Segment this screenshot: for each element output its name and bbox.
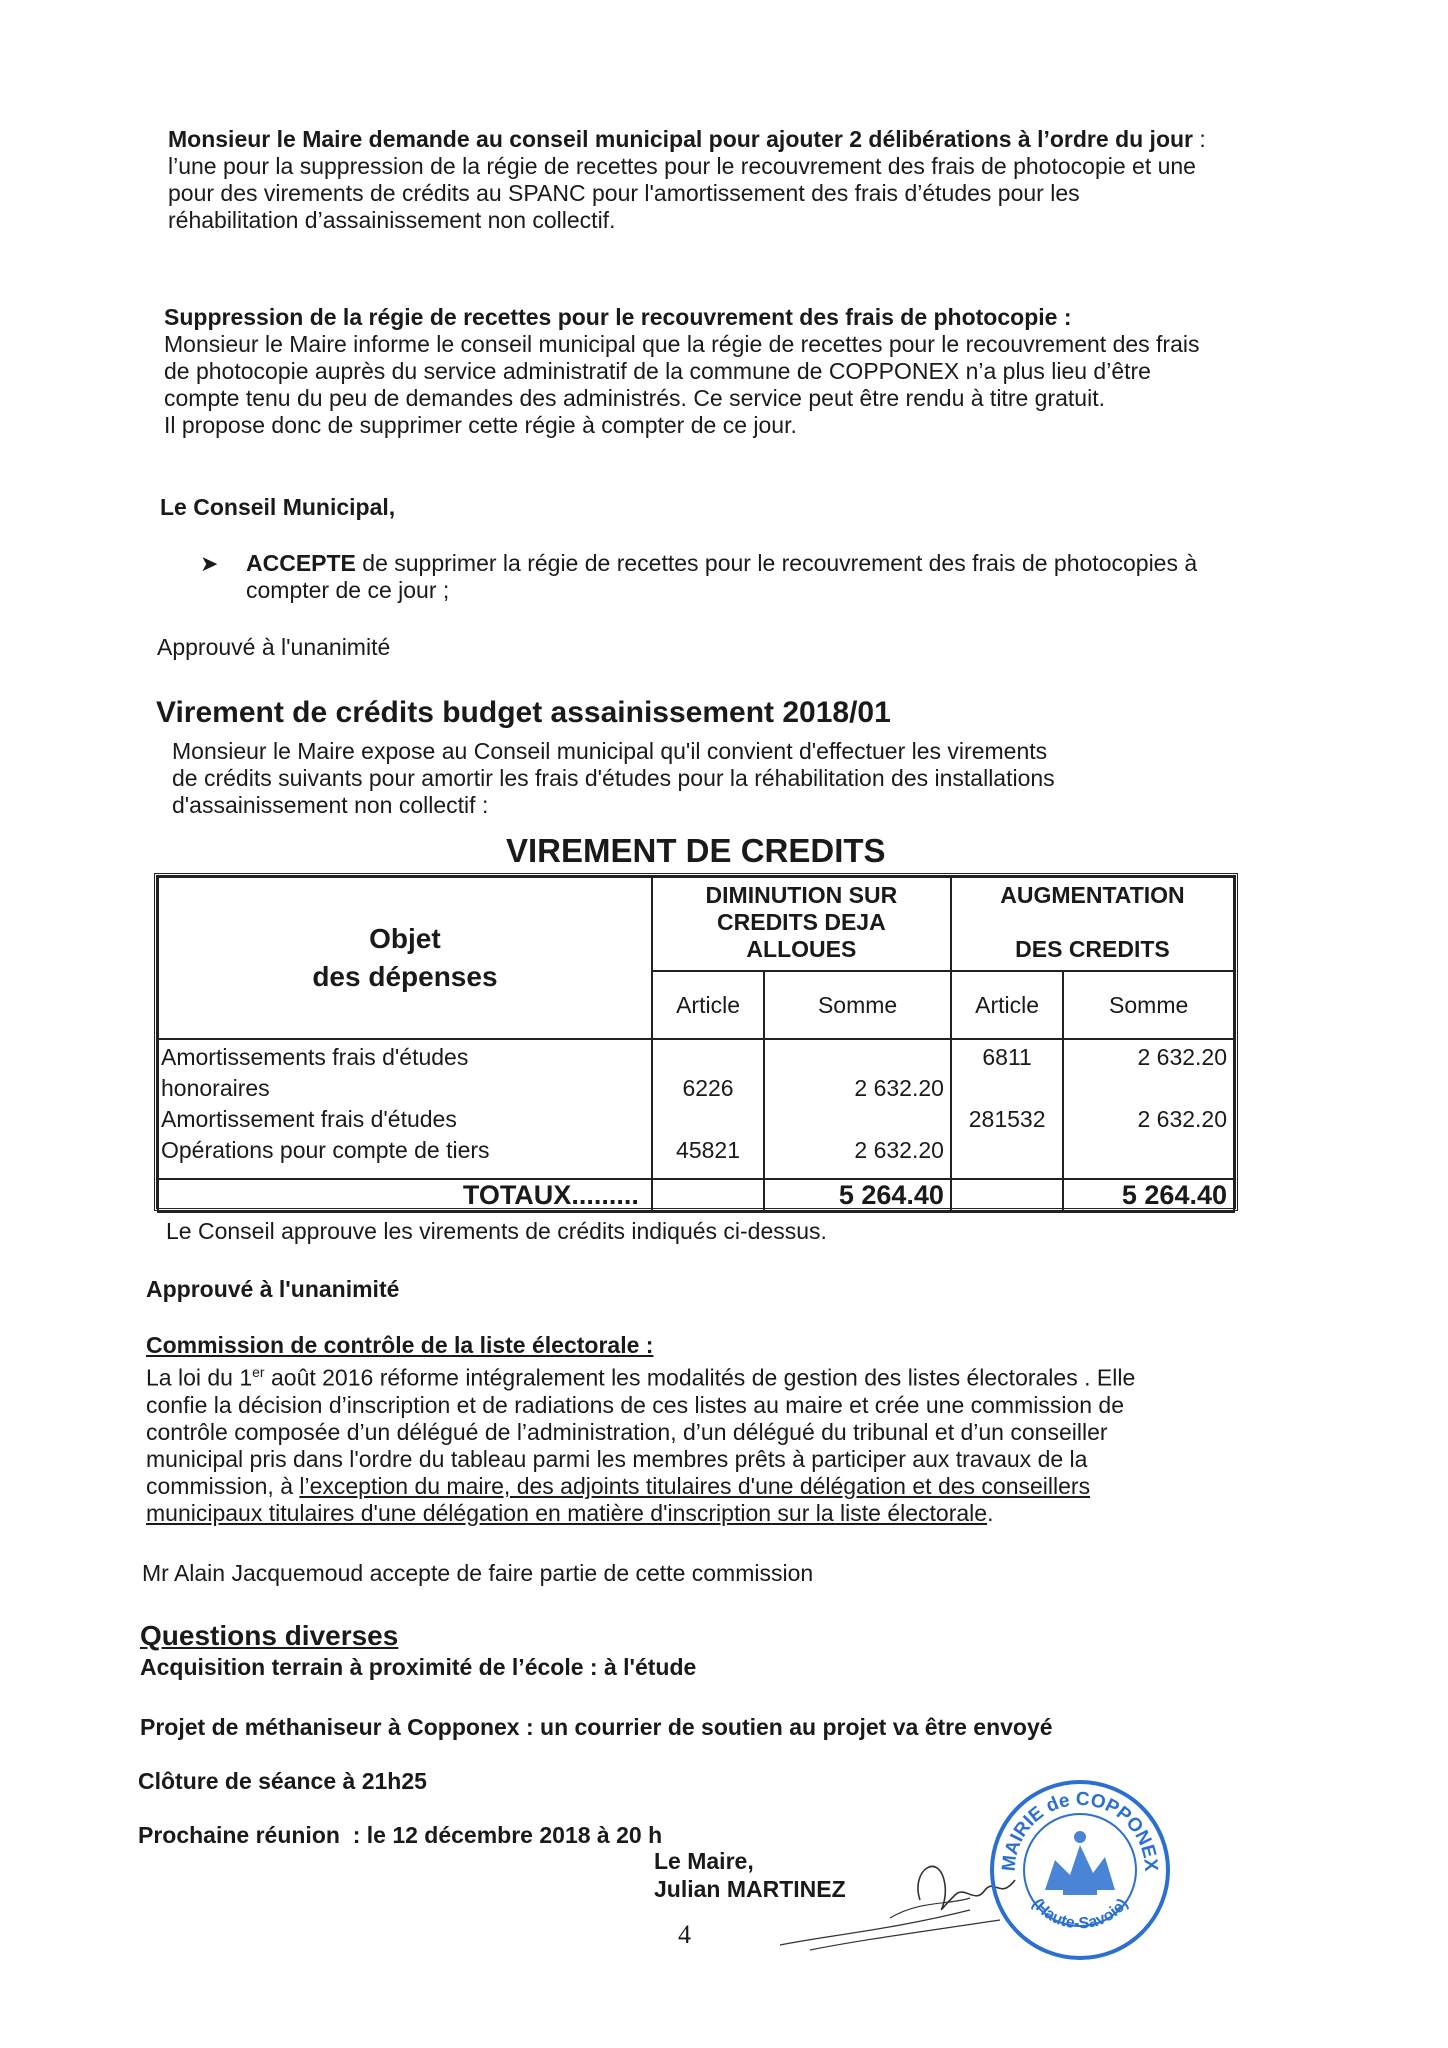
commission-line-5: [146, 1473, 1286, 1500]
suppression-line-1: Monsieur le Maire informe le conseil municipal que la régie de recettes pour le recouvrement des frais: [164, 331, 1200, 357]
approved-1: Approuvé à l'unanimité: [157, 634, 391, 660]
decision-item: [200, 550, 1280, 604]
page-number: 4: [678, 1920, 691, 1949]
diminution-line-2: CREDITS DEJA: [717, 909, 886, 935]
suppression-line-4: Il propose donc de supprimer cette régie à compter de ce jour.: [164, 412, 797, 438]
total-augmentation: 5 264.40: [1063, 1179, 1234, 1212]
aug-article-1: 6811: [982, 1044, 1032, 1070]
cloture-text: Clôture de séance à 21h25: [138, 1768, 427, 1794]
row-label-4: Opérations pour compte de tiers: [161, 1137, 490, 1163]
council-heading: Le Conseil Municipal,: [160, 494, 396, 520]
augmentation-line-2: DES CREDITS: [1015, 936, 1170, 962]
virement-line-3: d'assainissement non collectif :: [172, 792, 489, 818]
intro-colon: :: [1193, 126, 1206, 152]
decision-list: [200, 550, 1280, 604]
commission-line-1a: La loi du 1: [146, 1364, 253, 1391]
augmentation-line-1: AUGMENTATION: [1000, 882, 1185, 908]
suppression-line-2: de photocopie auprès du service administratif de la commune de COPPONEX n’a plus lieu d’être: [164, 358, 1151, 384]
intro-block: [168, 126, 1288, 234]
commission-line-1: [146, 1359, 1286, 1392]
dim-somme-2: 2 632.20: [854, 1137, 944, 1163]
suppression-block: [164, 304, 1284, 439]
aug-article-cell: [951, 1039, 1063, 1179]
totals-empty-1: [652, 1179, 764, 1212]
commission-line-1-sup: er: [252, 1364, 265, 1380]
aug-somme-header: Somme: [1063, 971, 1234, 1039]
suppression-line-3: compte tenu du peu de demandes des administrés. Ce service peut être rendu à titre gratuit.: [164, 385, 1105, 411]
council-block: [160, 494, 1280, 521]
row-label-2: honoraires: [161, 1075, 270, 1101]
totals-label: TOTAUX.........: [158, 1179, 652, 1212]
accept-word: ACCEPTE: [246, 550, 356, 576]
aug-somme-cell: [1063, 1039, 1234, 1179]
aug-article-2: 281532: [968, 1106, 1046, 1132]
dim-somme-1: 2 632.20: [854, 1075, 944, 1101]
commission-line-6-end: .: [987, 1499, 994, 1526]
intro-line-2: l’une pour la suppression de la régie de recettes pour le recouvrement des frais de photocopie et une: [168, 153, 1196, 179]
stamp-text-top: MAIRIE de COPPONEX: [998, 1788, 1162, 1873]
diminution-line-1: DIMINUTION SUR: [705, 882, 898, 908]
augmentation-header: [951, 877, 1234, 971]
commission-member: Mr Alain Jacquemoud accepte de faire partie de cette commission: [142, 1560, 814, 1586]
totals-row: [158, 1179, 1234, 1212]
intro-line-4: réhabilitation d’assainissement non collectif.: [168, 207, 616, 233]
table-approval-text: Le Conseil approuve les virements de crédits indiqués ci-dessus.: [166, 1218, 827, 1244]
commission-block: [146, 1332, 1286, 1527]
commission-line-3: contrôle composée d’un délégué de l’administration, d’un délégué du tribunal et d’un conseiller: [146, 1418, 1108, 1445]
commission-line-4: municipal pris dans l'ordre du tableau parmi les membres prêts à participer aux travaux de la: [146, 1445, 1088, 1472]
dim-article-1: 6226: [682, 1075, 734, 1101]
totals-empty-2: [951, 1179, 1063, 1212]
dim-article-header: Article: [652, 971, 764, 1039]
intro-lead: Monsieur le Maire demande au conseil municipal pour ajouter 2 délibérations à l’ordre du jour: [168, 126, 1193, 152]
commission-line-2: confie la décision d’inscription et de radiations de ces listes au maire et crée une commission de: [146, 1391, 1125, 1418]
virement-intro: [172, 738, 1272, 819]
prochaine-reunion: Prochaine réunion : le 12 décembre 2018 à 20 h: [138, 1822, 663, 1848]
question-item-1: Acquisition terrain à proximité de l’école : à l'étude: [140, 1654, 697, 1680]
town-hall-stamp: [985, 1775, 1175, 1965]
table-title: VIREMENT DE CREDITS: [506, 832, 886, 869]
row-label-1: Amortissements frais d'études: [161, 1044, 469, 1070]
virement-line-2: de crédits suivants pour amortir les frais d'études pour la réhabilitation des installations: [172, 765, 1055, 791]
virement-heading: Virement de crédits budget assainissement 2018/01: [156, 696, 891, 729]
svg-text:(Haute-Savoie): [1029, 1896, 1132, 1933]
aug-article-header: Article: [951, 971, 1063, 1039]
accept-text-2: compter de ce jour ;: [246, 577, 450, 603]
intro-line-3: pour des virements de crédits au SPANC pour l'amortissement des frais d’études pour les: [168, 180, 1080, 206]
aug-somme-2: 2 632.20: [1137, 1106, 1227, 1132]
commission-line-6-underlined: municipaux titulaires d'une délégation en matière d'inscription sur la liste électorale: [146, 1499, 988, 1526]
arrow-bullet-icon: ➤: [200, 551, 219, 576]
dim-somme-header: Somme: [764, 971, 951, 1039]
stamp-text-bottom: (Haute-Savoie): [1028, 1895, 1132, 1933]
objet-header: [158, 877, 652, 1039]
virement-line-1: Monsieur le Maire expose au Conseil municipal qu'il convient d'effectuer les virements: [172, 738, 1048, 764]
approved-2: Approuvé à l'unanimité: [146, 1276, 400, 1302]
aug-somme-1: 2 632.20: [1137, 1044, 1227, 1070]
diminution-header: [652, 877, 951, 971]
row-label-3: Amortissement frais d'études: [161, 1106, 457, 1132]
credits-table: [154, 873, 1238, 1211]
commission-line-5-underlined: l’exception du maire, des adjoints titulaires d'une délégation et des conseillers: [299, 1472, 1091, 1499]
signature-role: Le Maire,: [654, 1848, 754, 1874]
dim-somme-cell: [764, 1039, 951, 1179]
objet-header-line-1: Objet: [369, 923, 441, 954]
signature-name: Julian MARTINEZ: [654, 1876, 846, 1902]
objet-cell: [158, 1039, 652, 1179]
total-diminution: 5 264.40: [764, 1179, 951, 1212]
commission-line-5a: commission, à: [146, 1472, 300, 1499]
dim-article-2: 45821: [676, 1137, 741, 1163]
commission-line-1b: août 2016 réforme intégralement les modalités de gestion des listes électorales . Elle: [264, 1364, 1136, 1391]
objet-header-line-2: des dépenses: [312, 961, 498, 992]
diminution-line-3: ALLOUES: [746, 936, 857, 962]
questions-heading: Questions diverses: [140, 1620, 399, 1651]
commission-heading: Commission de contrôle de la liste électorale :: [146, 1332, 654, 1358]
commission-line-6: [146, 1500, 1286, 1527]
accept-text-1: de supprimer la régie de recettes pour le recouvrement des frais de photocopies à: [355, 550, 1198, 576]
question-item-2: Projet de méthaniseur à Copponex : un courrier de soutien au projet va être envoyé: [140, 1714, 1053, 1740]
dim-article-cell: [652, 1039, 764, 1179]
table-row: [158, 1039, 1234, 1179]
suppression-heading: Suppression de la régie de recettes pour le recouvrement des frais de photocopie :: [164, 304, 1072, 330]
